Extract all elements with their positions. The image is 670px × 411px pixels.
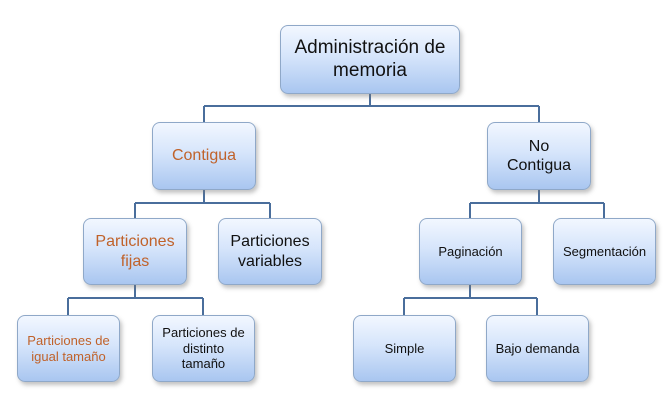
- node-simple[interactable]: [353, 315, 456, 382]
- node-label: Particiones de igual tamaño: [27, 332, 110, 364]
- node-particiones-distinto-tamano[interactable]: [152, 315, 255, 382]
- node-no-contigua[interactable]: [487, 122, 591, 190]
- node-label: Simple: [384, 340, 425, 356]
- node-label: Administración de memoria: [294, 36, 446, 81]
- node-particiones-fijas[interactable]: [83, 218, 187, 285]
- node-label: Paginación: [438, 243, 503, 259]
- node-label: Bajo demanda: [495, 340, 580, 356]
- node-label: Particiones variables: [230, 233, 310, 270]
- node-label: Segmentación: [562, 243, 647, 259]
- node-label: Contigua: [171, 147, 237, 165]
- node-label: No Contigua: [506, 137, 572, 174]
- node-particiones-variables[interactable]: [218, 218, 322, 285]
- node-administracion-memoria[interactable]: [280, 25, 460, 94]
- node-contigua[interactable]: [152, 122, 256, 190]
- node-label: Particiones de distinto tamaño: [162, 325, 245, 372]
- node-particiones-igual-tamano[interactable]: [17, 315, 120, 382]
- node-bajo-demanda[interactable]: [486, 315, 589, 382]
- node-paginacion[interactable]: [419, 218, 522, 285]
- node-label: Particiones fijas: [95, 233, 175, 270]
- node-segmentacion[interactable]: [553, 218, 656, 285]
